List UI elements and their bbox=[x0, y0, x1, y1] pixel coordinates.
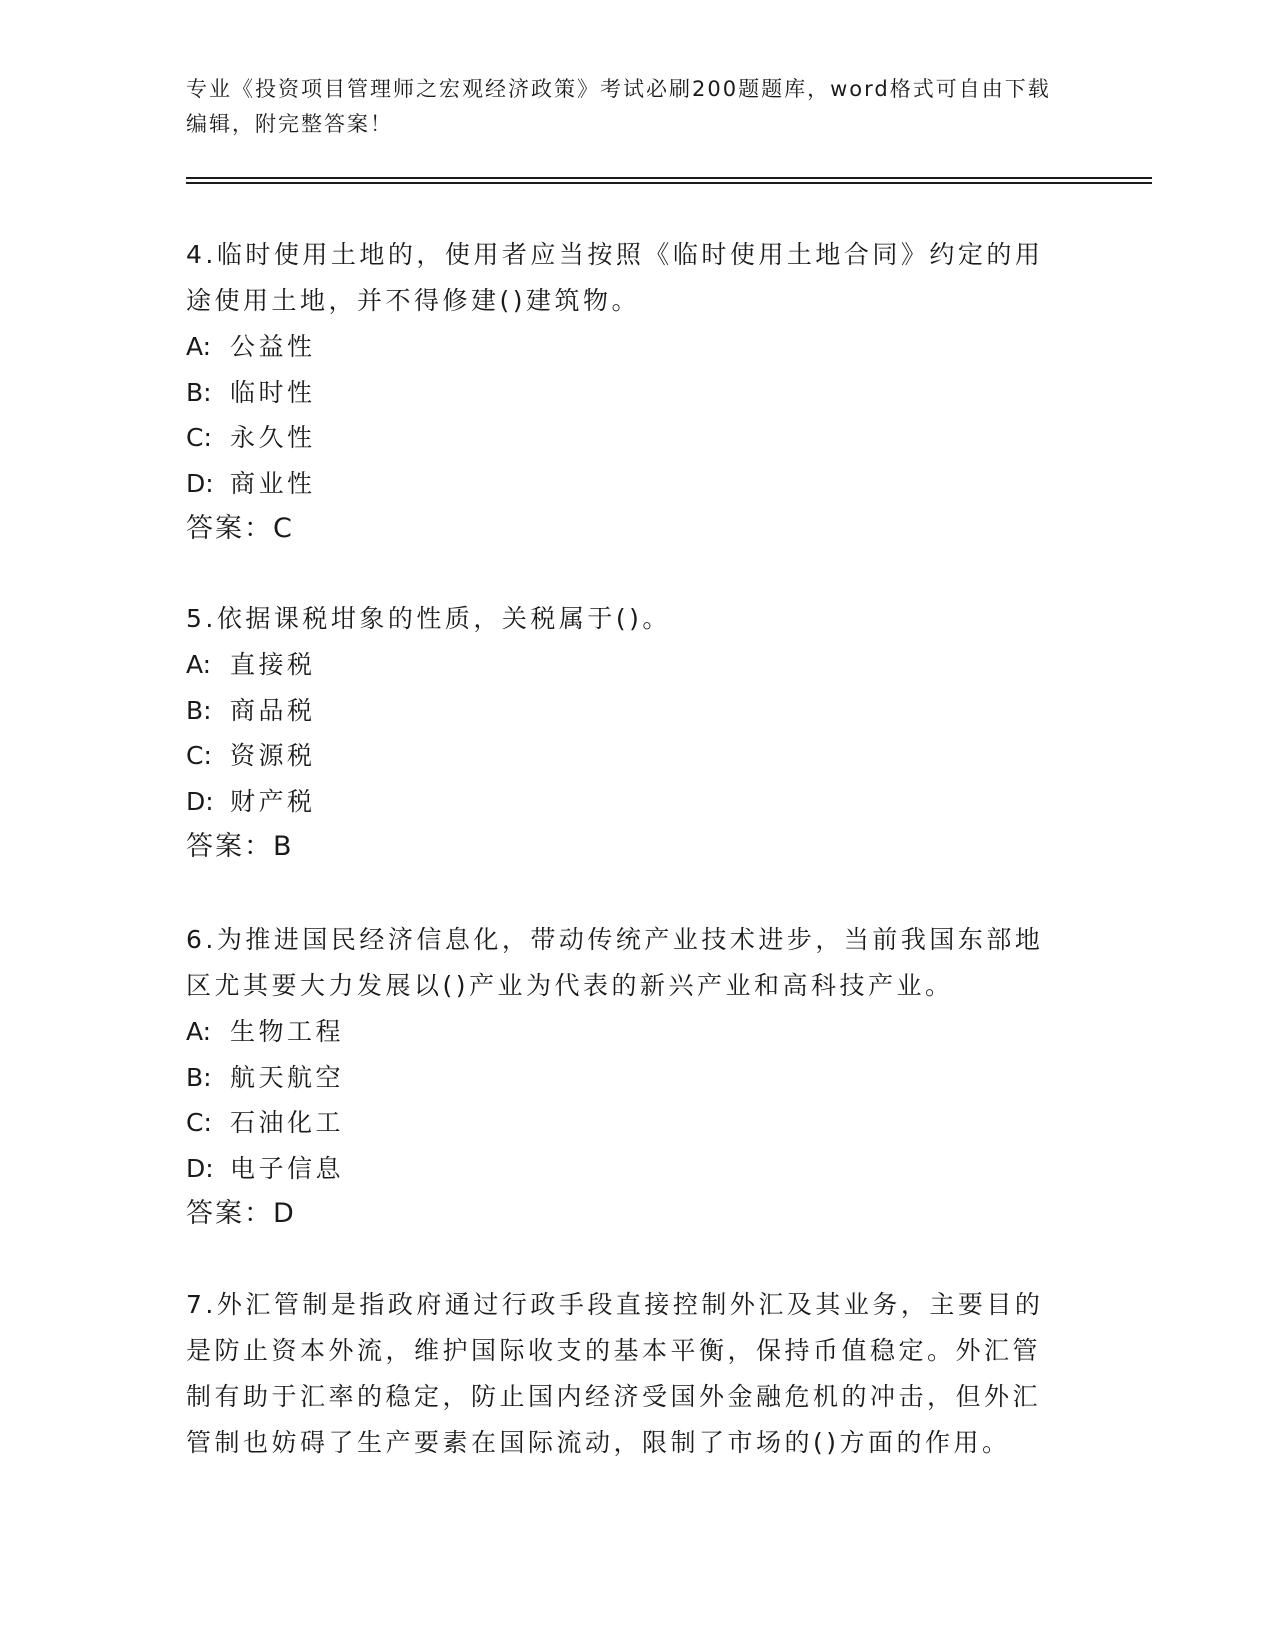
option-text: 临时性 bbox=[230, 377, 316, 407]
option-a bbox=[186, 642, 1066, 688]
option-a bbox=[186, 1009, 1066, 1055]
option-letter: A: bbox=[186, 1017, 212, 1046]
option-letter: D: bbox=[186, 468, 214, 498]
option-text: 直接税 bbox=[230, 650, 316, 679]
option-b bbox=[186, 688, 1066, 734]
question-7 bbox=[186, 1282, 1066, 1466]
option-letter: C: bbox=[186, 741, 212, 770]
option-text: 永久性 bbox=[230, 423, 316, 452]
question-stem: 6.为推进国民经济信息化，带动传统产业技术进步，当前我国东部地区尤其要大力发展以()产业为代表的新兴产业和高科技产业。 bbox=[186, 925, 1044, 1000]
option-d bbox=[186, 461, 1066, 507]
option-text: 石油化工 bbox=[230, 1108, 345, 1137]
option-text: 资源税 bbox=[230, 741, 316, 770]
question-5 bbox=[186, 596, 1066, 870]
option-text: 生物工程 bbox=[230, 1017, 345, 1046]
header-divider-top bbox=[186, 177, 1152, 179]
option-b bbox=[186, 1055, 1066, 1101]
question-4 bbox=[186, 232, 1066, 552]
option-text: 电子信息 bbox=[230, 1153, 345, 1183]
question-6 bbox=[186, 917, 1066, 1237]
question-stem: 5.依据课税坩象的性质，关税属于()。 bbox=[186, 604, 671, 633]
question-stem: 4.临时使用土地的，使用者应当按照《临时使用土地合同》约定的用途使用土地，并不得修建()建筑物。 bbox=[186, 240, 1044, 315]
option-text: 商业性 bbox=[230, 468, 316, 498]
answer: 答案：D bbox=[186, 1198, 296, 1229]
option-c bbox=[186, 733, 1066, 779]
option-letter: C: bbox=[186, 1108, 212, 1137]
option-a bbox=[186, 324, 1066, 370]
option-letter: B: bbox=[186, 695, 212, 725]
option-text: 商品税 bbox=[230, 695, 316, 725]
option-d bbox=[186, 1146, 1066, 1192]
option-text: 公益性 bbox=[230, 332, 316, 361]
question-stem: 7.外汇管制是指政府通过行政手段直接控制外汇及其业务，主要目的是防止资本外流，维护国际收支的基本平衡，保持币值稳定。外汇管制有助于汇率的稳定，防止国内经济受国外金融危机的冲击，但外汇管制也妨碍了生产要素在国际流动，限制了市场的()方面的作用。 bbox=[186, 1290, 1044, 1457]
document-header: 专业《投资项目管理师之宏观经济政策》考试必刷200题题库，word格式可自由下载编辑，附完整答案！ bbox=[186, 77, 1051, 136]
option-letter: B: bbox=[186, 377, 212, 407]
option-letter: D: bbox=[186, 1153, 214, 1183]
option-letter: B: bbox=[186, 1062, 212, 1092]
option-text: 财产税 bbox=[230, 786, 316, 816]
option-letter: A: bbox=[186, 650, 212, 679]
option-letter: A: bbox=[186, 332, 212, 361]
answer: 答案：C bbox=[186, 513, 294, 544]
option-c bbox=[186, 415, 1066, 461]
option-letter: C: bbox=[186, 423, 212, 452]
header-divider-bottom bbox=[186, 182, 1152, 184]
option-d bbox=[186, 779, 1066, 825]
option-letter: D: bbox=[186, 786, 214, 816]
option-text: 航天航空 bbox=[230, 1062, 345, 1092]
option-b bbox=[186, 370, 1066, 416]
answer: 答案：B bbox=[186, 831, 294, 862]
option-c bbox=[186, 1100, 1066, 1146]
